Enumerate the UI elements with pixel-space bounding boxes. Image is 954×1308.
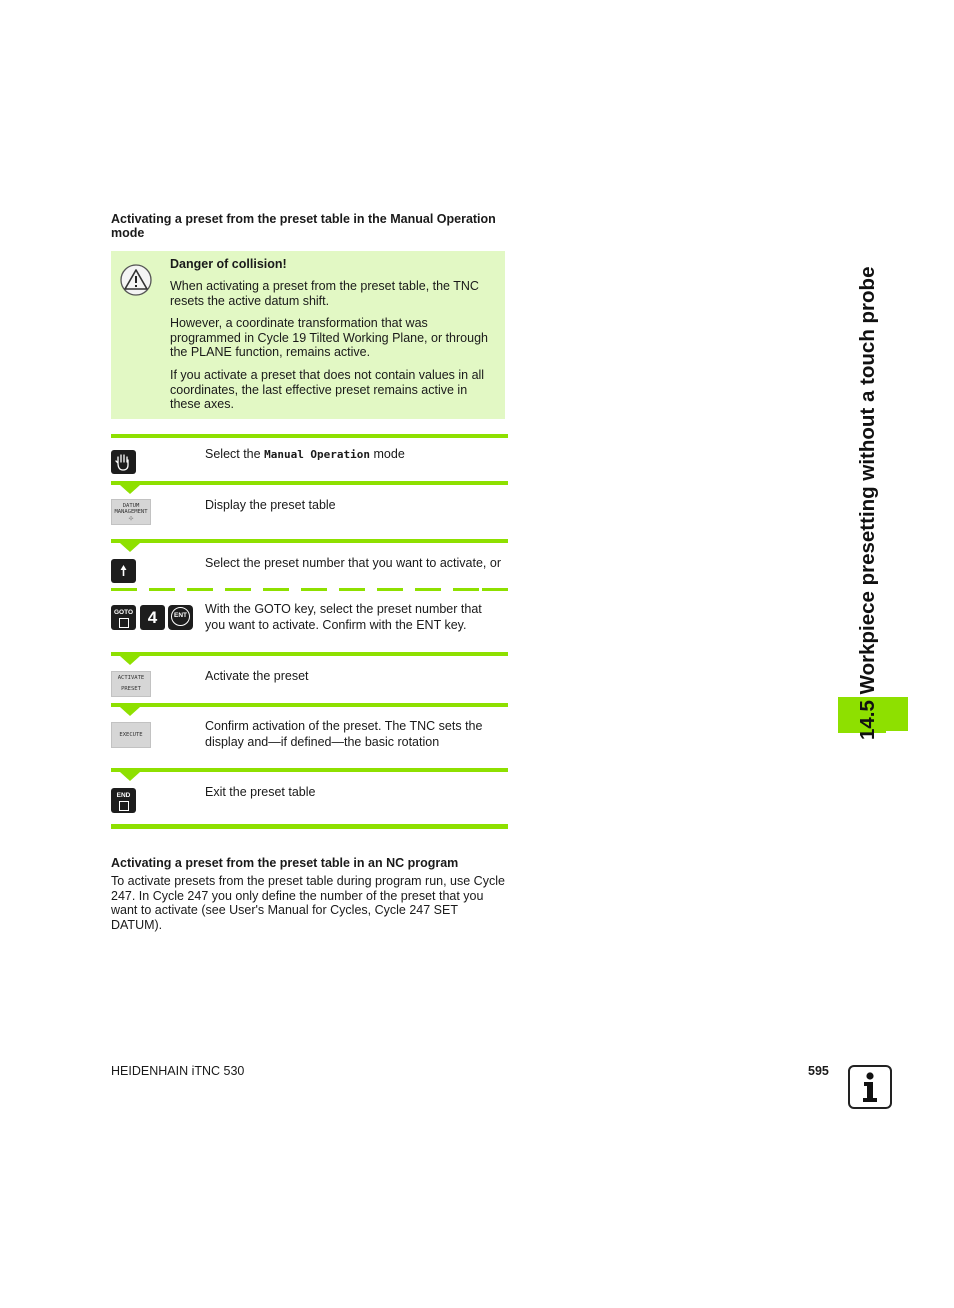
nc-section-title: Activating a preset from the preset table in an NC program (111, 856, 459, 870)
step-separator (111, 703, 508, 707)
footer-product: HEIDENHAIN iTNC 530 (111, 1064, 245, 1078)
digit-4-key[interactable]: 4 (140, 605, 165, 630)
datum-symbol-icon: ⊹ (128, 515, 134, 522)
step-arrow (120, 707, 140, 716)
step-arrow (120, 485, 140, 494)
step-4-text: With the GOTO key, select the preset number that you want to activate. Confirm with the ENT key. (205, 602, 482, 632)
warning-title: Danger of collision! (170, 257, 287, 271)
goto-square-icon (119, 618, 129, 628)
activate-preset-softkey[interactable] (111, 671, 151, 697)
page-number: 595 (808, 1064, 829, 1078)
step-separator (111, 481, 508, 485)
side-tab-title (848, 200, 888, 740)
step-separator (111, 434, 508, 438)
info-icon (848, 1065, 892, 1109)
ent-key-label: ENT (171, 607, 190, 626)
side-tab-number: 14.5 (856, 700, 879, 740)
warning-paragraph-3: If you activate a preset that does not contain values in all coordinates, the last effective preset remains active in these axes. (170, 368, 485, 411)
ent-key[interactable] (168, 605, 193, 630)
step-1-text (205, 446, 510, 463)
arrow-up-key[interactable] (111, 559, 136, 583)
step-separator (111, 539, 508, 543)
mode-name: Manual Operation (264, 448, 371, 461)
section-title: Activating a preset from the preset table in the Manual Operation mode (111, 212, 496, 240)
warning-box (111, 251, 505, 419)
arrow-up-icon (111, 559, 136, 583)
end-key[interactable] (111, 788, 136, 813)
step-2-text: Display the preset table (205, 498, 336, 512)
end-square-icon (119, 801, 129, 811)
datum-management-softkey[interactable] (111, 499, 151, 525)
softkey-line-2: MANAGEMENT (114, 509, 148, 515)
manual-operation-hand-icon (111, 450, 136, 474)
step-1-prefix: Select the (205, 447, 265, 461)
step-3-text: Select the preset number that you want to activate, or (205, 556, 501, 570)
softkey-line-1: DATUM (122, 503, 140, 509)
step-separator (111, 768, 508, 772)
goto-key[interactable] (111, 605, 136, 630)
warning-paragraph-2: However, a coordinate transformation that was programmed in Cycle 19 Tilted Working Plane, or through the PLANE function, remains active. (170, 316, 488, 359)
warning-triangle-icon (120, 264, 152, 296)
step-separator (111, 652, 508, 656)
warning-paragraph-1: When activating a preset from the preset table, the TNC resets the active datum shift. (170, 279, 479, 308)
step-5-text: Activate the preset (205, 669, 309, 683)
manual-operation-key[interactable] (111, 450, 136, 474)
softkey-line-1: ACTIVATE (117, 675, 145, 681)
step-arrow (120, 656, 140, 665)
side-tab-text: Workpiece presetting without a touch probe (856, 266, 879, 701)
alternative-separator (111, 588, 508, 591)
step-1-suffix: mode (370, 447, 405, 461)
goto-key-label: GOTO (113, 609, 134, 616)
nc-section-body: To activate presets from the preset table during program run, use Cycle 247. In Cycle 247 you only define the number of the preset that you want to activate (see User's Manual for Cycles, Cycle 247 SET DATUM). (111, 874, 505, 932)
steps-end-bar (111, 824, 508, 829)
step-7-text: Exit the preset table (205, 785, 316, 799)
softkey-line-2: PRESET (121, 686, 141, 692)
end-key-label: END (116, 792, 131, 799)
execute-softkey[interactable]: EXECUTE (111, 722, 151, 748)
step-arrow (120, 772, 140, 781)
step-arrow (120, 543, 140, 552)
step-6-text: Confirm activation of the preset. The TNC sets the display and—if defined—the basic rotation (205, 719, 483, 749)
